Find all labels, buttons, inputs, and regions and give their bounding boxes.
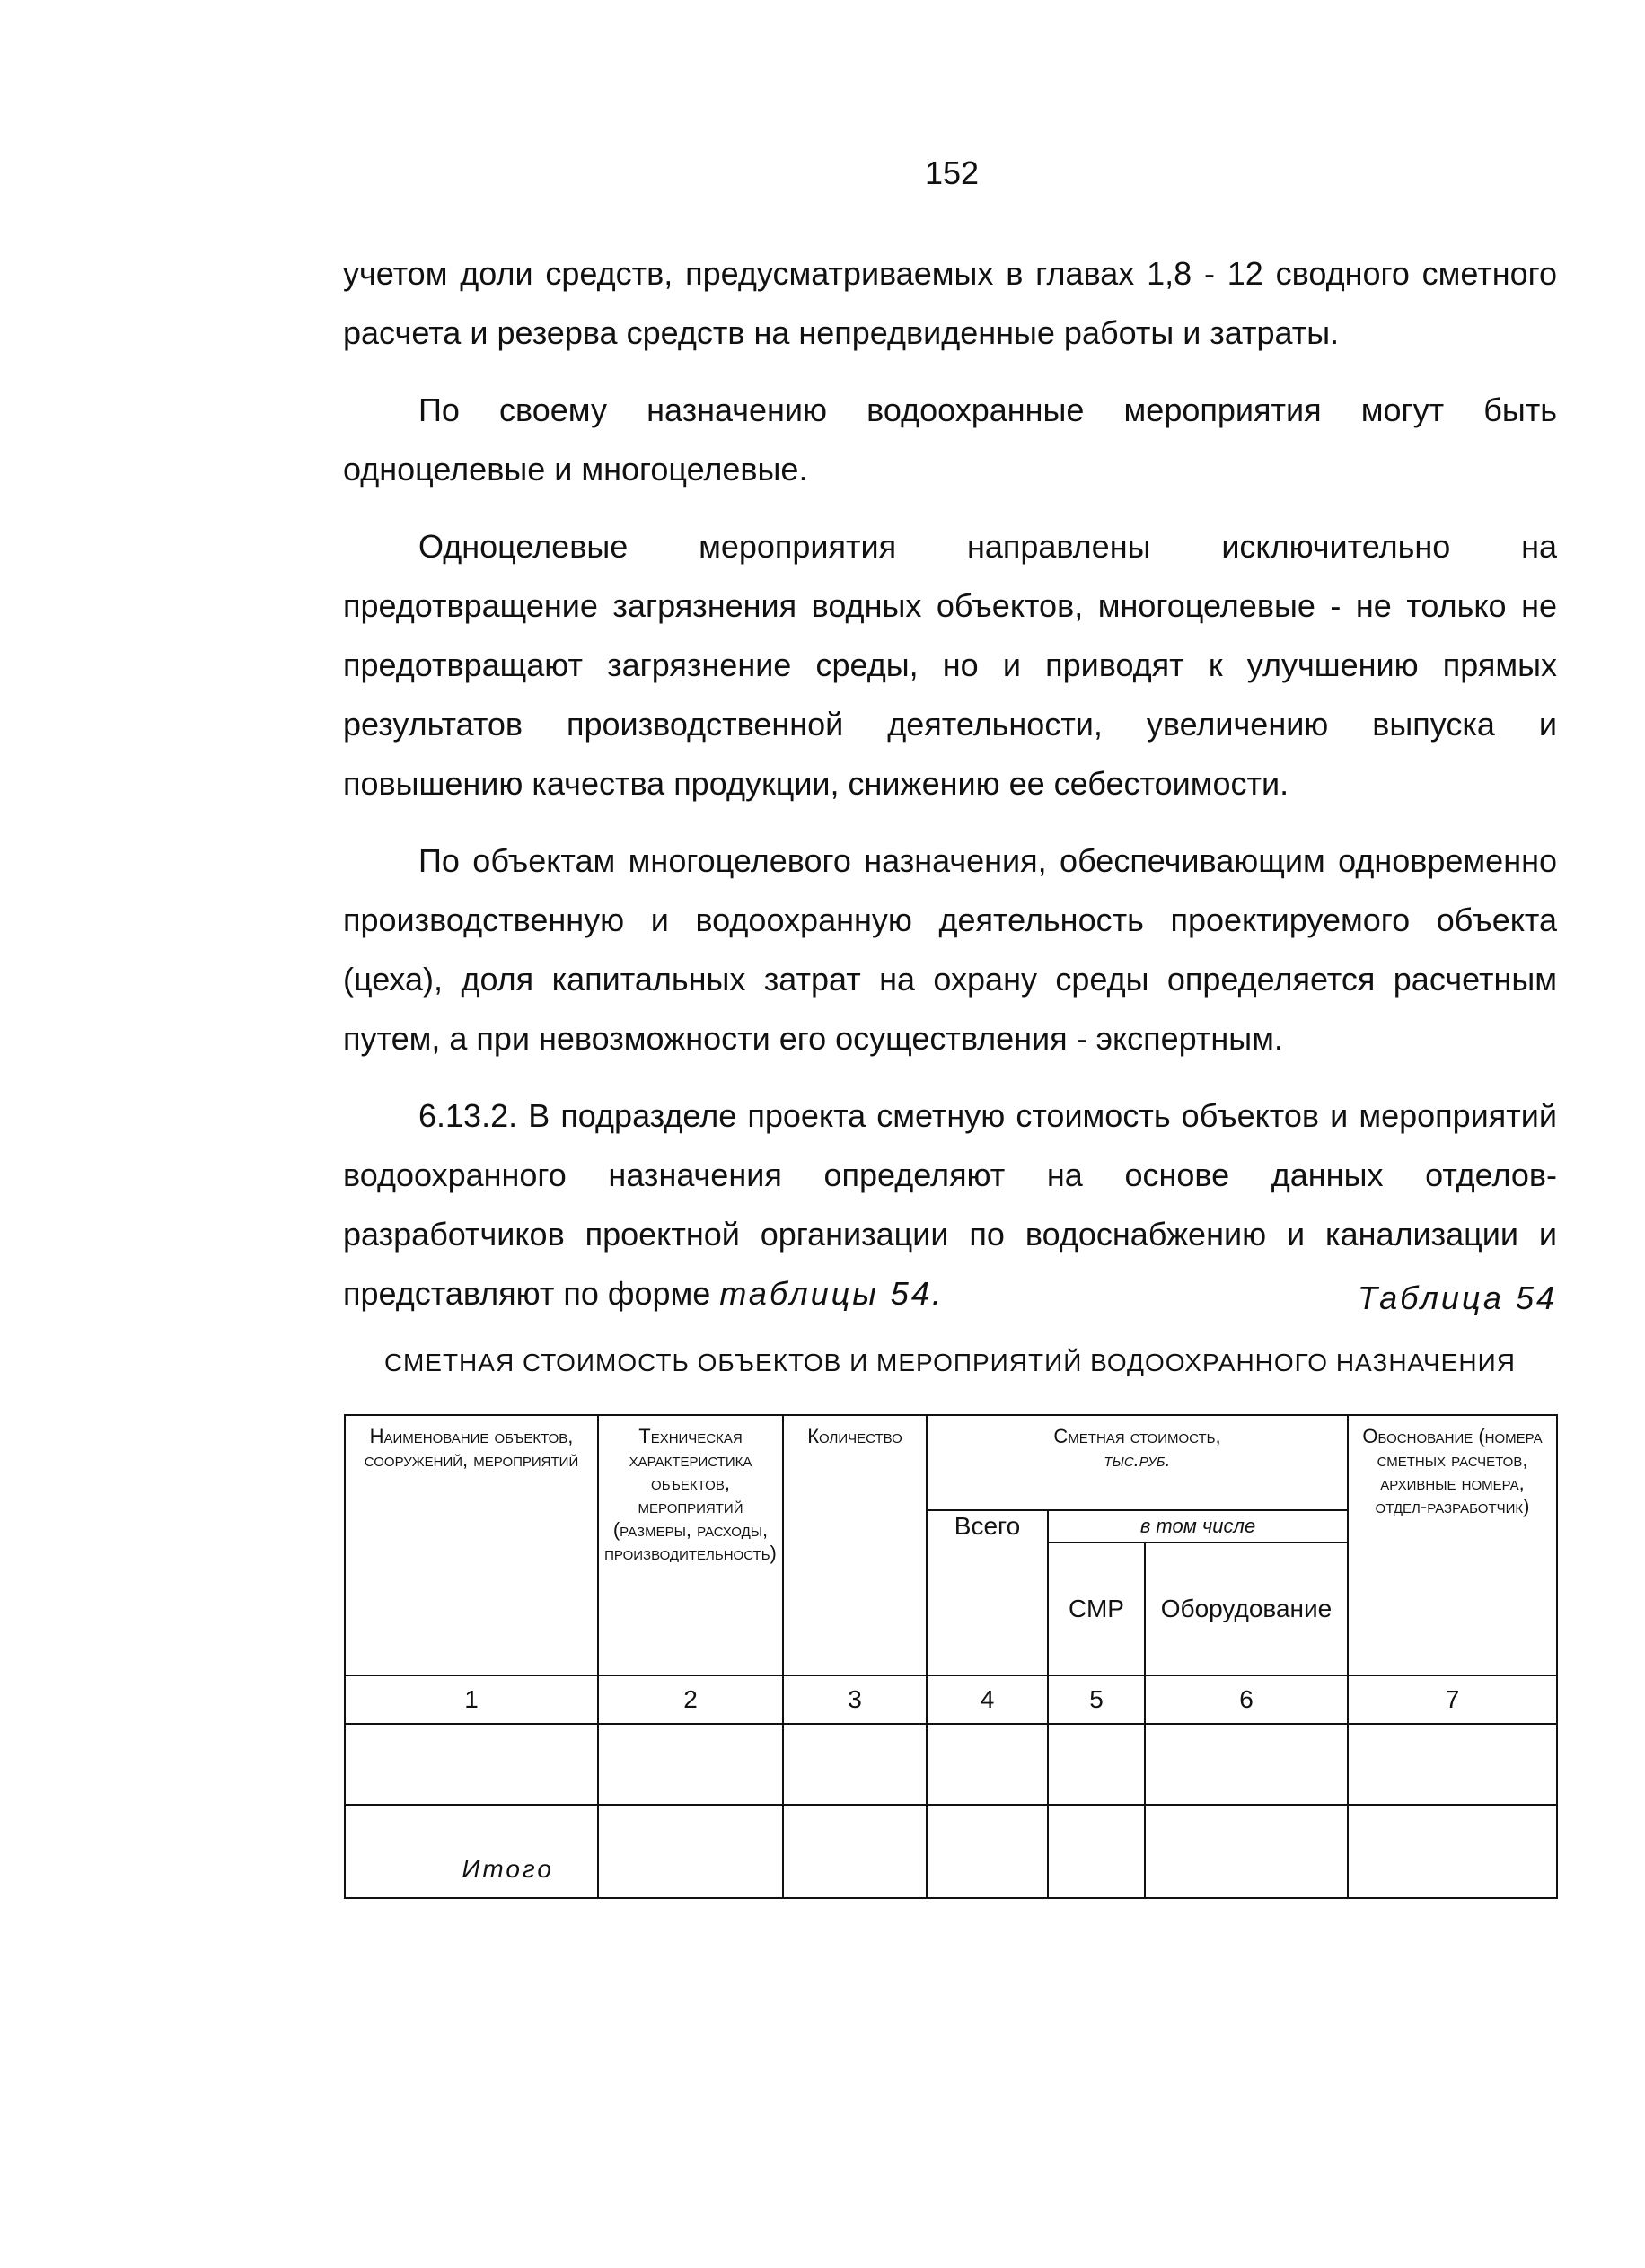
col-num-7: 7 <box>1348 1675 1557 1724</box>
col-num-1: 1 <box>345 1675 598 1724</box>
paragraph-3: Одноцелевые мероприятия направлены исключительно на предотвращение загрязнения водных объектов, многоцелевые - не только не предотвращают загрязнение среды, но и приводят к улучшению прямых результатов производственной деятельности, увеличению выпуска и повышению качества продукции, снижению ее себестоимости. <box>343 528 1557 802</box>
col-num-4: 4 <box>927 1675 1048 1724</box>
col-num-6: 6 <box>1145 1675 1348 1724</box>
table-caption: Таблица 54 <box>1357 1279 1557 1316</box>
header-cost <box>927 1415 1348 1510</box>
table-title: СМЕТНАЯ СТОИМОСТЬ ОБЪЕКТОВ И МЕРОПРИЯТИЙ ВОДООХРАННОГО НАЗНАЧЕНИЯ <box>384 1349 1516 1376</box>
cell-empty <box>598 1805 783 1898</box>
column-number-row <box>345 1675 1557 1724</box>
header-cost-unit: тыс.руб. <box>1104 1448 1171 1471</box>
paragraph-2: По своему назначению водоохранные мероприятия могут быть одноцелевые и многоцелевые. <box>343 391 1557 488</box>
cell-empty <box>927 1724 1048 1805</box>
cell-empty <box>345 1724 598 1805</box>
col-num-5: 5 <box>1048 1675 1145 1724</box>
estimate-table <box>344 1414 1558 1899</box>
cell-empty <box>1348 1805 1557 1898</box>
header-equip: Оборудование <box>1145 1543 1348 1675</box>
table-row-total <box>345 1805 1557 1898</box>
header-qty: Количество <box>783 1415 927 1675</box>
paragraph-4: По объектам многоцелевого назначения, обеспечивающим одновременно производственную и водоохранную деятельность проектируемого объекта (цеха), доля капитальных затрат на охрану среды определяется расчетным путем, а при невозможности его осуществления - экспертным. <box>343 842 1557 1057</box>
header-incl: в том числе <box>1048 1510 1348 1543</box>
total-row-label: Итого <box>345 1805 598 1898</box>
paragraph-1: учетом доли средств, предусматриваемых в главах 1,8 - 12 сводного сметного расчета и резерва средств на непредвиденные работы и затраты. <box>343 255 1557 351</box>
paragraph-5-text: 6.13.2. В подразделе проекта сметную стоимость объектов и мероприятий водоохранного назначения определяют на основе данных отделов-разработчиков проектной организации по водоснабжению и канализации и представляют по форме <box>343 1097 1557 1312</box>
cell-empty <box>1145 1805 1348 1898</box>
cell-empty <box>1048 1724 1145 1805</box>
header-name: Наименование объектов, сооружений, мероприятий <box>345 1415 598 1675</box>
cell-empty <box>783 1724 927 1805</box>
page-number: 152 <box>924 154 980 191</box>
table-reference: таблицы 54. <box>719 1275 944 1312</box>
header-total: Всего <box>927 1510 1048 1675</box>
col-num-3: 3 <box>783 1675 927 1724</box>
header-basis: Обоснование (номера сметных расчетов, архивные номера, отдел-разработчик) <box>1348 1415 1557 1675</box>
cell-empty <box>1348 1724 1557 1805</box>
body-text <box>343 244 1557 1323</box>
cell-empty <box>783 1805 927 1898</box>
header-tech: Техническая характеристика объектов, мероприятий (размеры, расходы, производительность) <box>598 1415 783 1675</box>
table-row-empty <box>345 1724 1557 1805</box>
cell-empty <box>1048 1805 1145 1898</box>
header-smr: СМР <box>1048 1543 1145 1675</box>
cell-empty <box>1145 1724 1348 1805</box>
col-num-2: 2 <box>598 1675 783 1724</box>
cell-empty <box>927 1805 1048 1898</box>
header-cost-label: Сметная стоимость, <box>1053 1425 1221 1447</box>
cell-empty <box>598 1724 783 1805</box>
